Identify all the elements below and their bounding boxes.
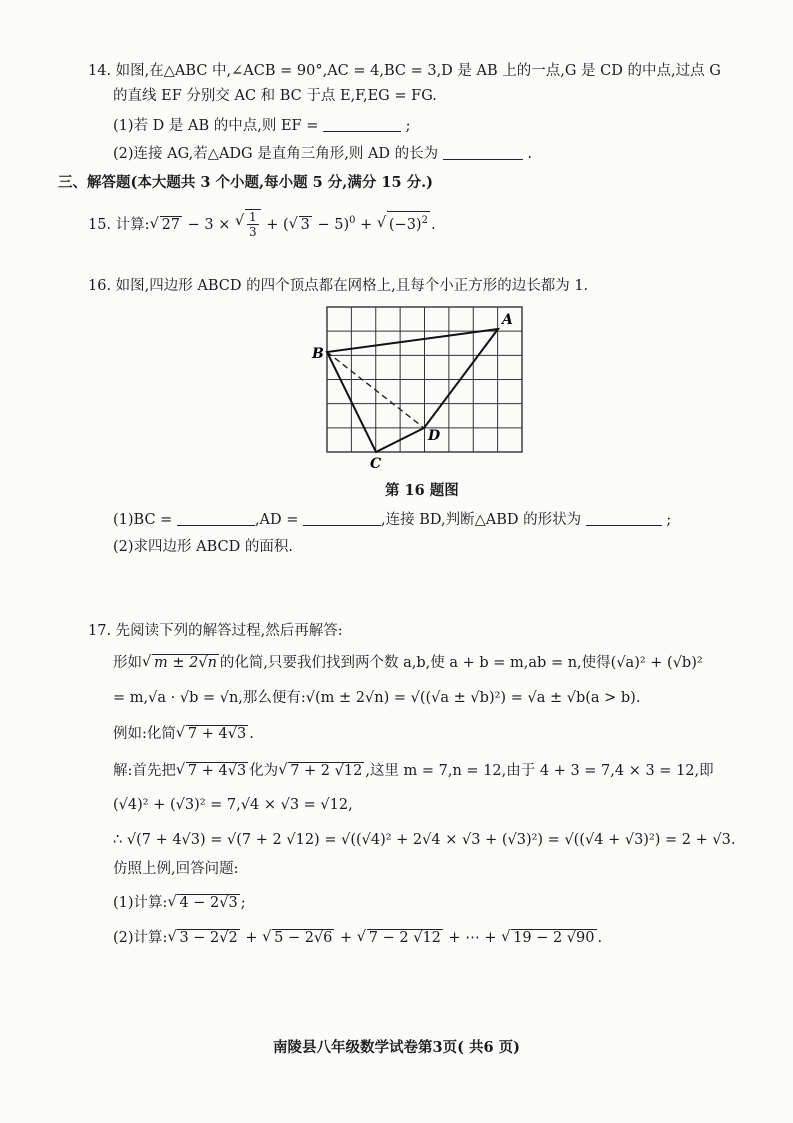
- q14-number: 14.: [88, 63, 112, 79]
- q17-line1: [113, 652, 703, 674]
- numerator: √ 1: [248, 210, 257, 225]
- radicand: 4 − 2√3: [179, 895, 238, 911]
- q16-part1-text-a: (1)BC =: [113, 512, 173, 528]
- q15-end: .: [430, 216, 436, 233]
- denominator: 3: [248, 225, 257, 240]
- q17-part2: (2)计算:√ 3 − 2√2 + √ 5 − 2√6 + √ 7 − 2 √12 + ⋯ + √ 19 − 2 √90 .: [113, 927, 602, 949]
- answer-blank[interactable]: [303, 511, 381, 526]
- fraction: [247, 210, 259, 239]
- q16-line: [88, 275, 588, 297]
- q17-line4: [113, 760, 714, 782]
- radicand: 7 + 4√3: [187, 726, 247, 742]
- page-footer: 南陵县八年级数学试卷第3页( 共6 页): [273, 1039, 520, 1056]
- q15-op: − 5): [312, 216, 350, 233]
- q14-part1-text: (1)若 D 是 AB 的中点,则 EF =: [113, 118, 319, 134]
- sqrt-4-2sqrt3: [167, 892, 239, 914]
- answer-blank[interactable]: [443, 145, 523, 160]
- q16-text: 如图,四边形 ABCD 的四个顶点都在网格上,且每个小正方形的边长都为 1.: [115, 278, 589, 294]
- q16-part1-text-c: ,连接 BD,判断△ABD 的形状为: [381, 512, 582, 528]
- answer-blank[interactable]: [323, 117, 401, 132]
- q15-number: 15.: [88, 216, 112, 233]
- radicand: (−3): [388, 216, 422, 233]
- q15-line: [88, 208, 436, 239]
- q17-part1-end: ;: [240, 895, 246, 911]
- sqrt-term-last: [501, 927, 596, 949]
- label-c: C: [370, 456, 382, 472]
- q15-prefix: 计算:: [115, 216, 150, 233]
- sqrt-7-4sqrt3: [176, 760, 248, 782]
- q14-part2: [113, 143, 532, 165]
- radicand: 7 + 4√3: [187, 763, 247, 779]
- radicand: 19 − 2 √90: [513, 930, 595, 946]
- q16-part1-text-b: ,AD =: [254, 512, 299, 528]
- q14-line1: [88, 60, 721, 82]
- q17-l3-end: .: [249, 726, 254, 742]
- q17-l4-text: ,这里 m = 7,n = 12,由于 4 + 3 = 7,4 × 3 = 12,即: [365, 763, 714, 779]
- sqrt-27: [150, 212, 182, 238]
- q17-line6: ∴ √(7 + 4√3) = √(7 + 2 √12) = √((√4)² + 2√4 × √3 + (√3)²) = √((√4 + √3)²) = 2 + √3.: [113, 832, 736, 848]
- sqrt-7-2sqrt12: [278, 760, 364, 782]
- q17-l4-mid: 化为: [249, 763, 279, 779]
- sqrt-neg3-squared: [377, 211, 430, 238]
- q17-heading: [88, 620, 343, 642]
- q14-part2-text: (2)连接 AG,若△ADG 是直角三角形,则 AD 的长为: [113, 146, 439, 162]
- q16-part1-end: ;: [666, 512, 672, 528]
- q17-number: 17.: [88, 623, 112, 639]
- q15-op: + (: [261, 216, 289, 233]
- q14-part2-end: .: [527, 146, 532, 162]
- q17-line5: (√4)² + (√3)² = 7,√4 × √3 = √12,: [113, 797, 353, 813]
- answer-blank[interactable]: [177, 511, 255, 526]
- q17-l3-prefix: 例如:化简: [113, 726, 176, 742]
- radicand: 7 + 2 √12: [290, 763, 363, 779]
- radicand: 5 − 2√6: [274, 930, 333, 946]
- q14-text-1: 如图,在△ABC 中,∠ACB = 90°,AC = 4,BC = 3,D 是 AB 上的一点,G 是 CD 的中点,过点 G: [115, 63, 721, 79]
- q17-part2-end: .: [597, 930, 603, 946]
- radicand: 3 − 2√2: [179, 930, 238, 946]
- q16-number: 16.: [88, 278, 112, 294]
- q15-op: +: [355, 216, 377, 233]
- sqrt-m-2sqrt-n: [142, 652, 219, 674]
- quadrilateral-abcd: [327, 329, 498, 452]
- q17-l4-prefix: 解:首先把: [113, 763, 176, 779]
- q17-part1-prefix: (1)计算:: [113, 895, 168, 911]
- q17-line7: 仿照上例,回答问题:: [113, 861, 239, 877]
- q17-intro: 先阅读下列的解答过程,然后再解答:: [115, 623, 343, 639]
- q17-l1-text: 的化简,只要我们找到两个数 a,b,使 a + b = m,ab = n,使得(√a)² + (√b)²: [219, 655, 703, 671]
- section-3-heading: 三、解答题(本大题共 3 个小题,每小题 5 分,满分 15 分.): [58, 174, 434, 191]
- label-a: A: [502, 312, 513, 328]
- q14-part1: [113, 115, 410, 137]
- sqrt-3: [289, 212, 312, 238]
- q16-part2: (2)求四边形 ABCD 的面积.: [113, 539, 293, 555]
- q17-part1: [113, 892, 246, 914]
- exponent: 0: [349, 215, 356, 226]
- label-d: D: [428, 428, 441, 444]
- exponent: 2: [421, 215, 428, 226]
- q16-grid-figure: [300, 295, 540, 475]
- sqrt-term-2: [262, 927, 334, 949]
- q17-line3: [113, 723, 254, 745]
- radicand: m ± 2√n: [154, 655, 217, 671]
- label-b: B: [312, 346, 324, 362]
- q14-line2: 的直线 EF 分别交 AC 和 BC 于点 E,F,EG = FG.: [113, 88, 437, 104]
- q17-l1-prefix: 形如: [113, 655, 142, 671]
- sqrt-term-3: [357, 927, 443, 949]
- q17-part2-prefix: (2)计算:: [113, 930, 168, 946]
- answer-blank[interactable]: [586, 511, 662, 526]
- sqrt-one-third: [235, 209, 261, 239]
- sqrt-7-4sqrt3: [176, 723, 248, 745]
- radicand: 7 − 2 √12: [368, 930, 441, 946]
- sqrt-term-1: [167, 927, 239, 949]
- q16-part1: [113, 509, 671, 531]
- radicand: 3: [300, 216, 310, 233]
- q17-line2: = m,√a · √b = √n,那么便有:√(m ± 2√n) = √((√a ± √b)²) = √a ± √b(a > b).: [113, 690, 641, 706]
- q15-op: − 3 ×: [183, 216, 235, 233]
- ellipsis-plus: + ⋯ +: [443, 930, 502, 946]
- radicand: 27: [161, 216, 181, 233]
- q14-part1-end: ;: [405, 118, 411, 134]
- figure-caption: 第 16 题图: [385, 482, 459, 499]
